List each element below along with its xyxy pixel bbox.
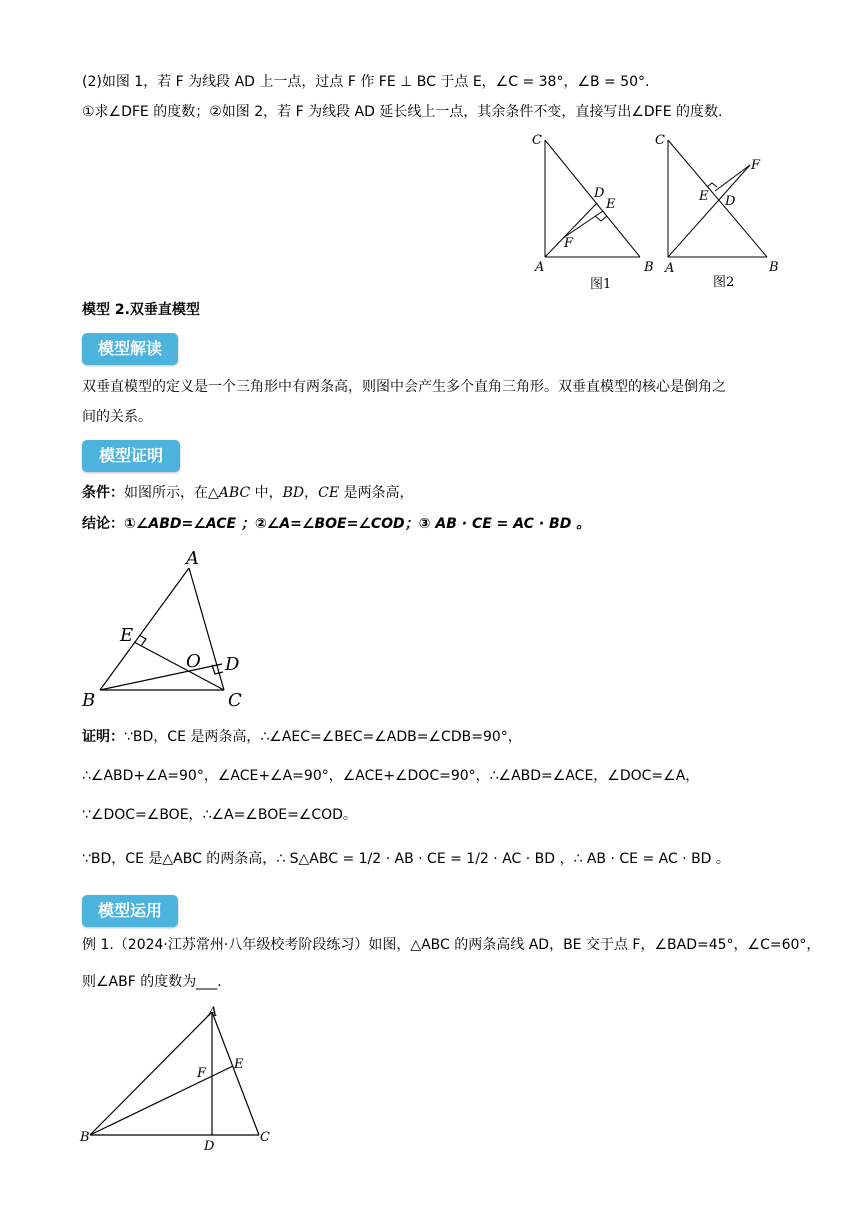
proof-line3: ∵∠DOC=∠BOE，∴∠A=∠BOE=∠COD。 — [82, 807, 357, 823]
fig1-right-angle-mark — [595, 216, 607, 221]
fig1-label-a: A — [535, 260, 545, 275]
double-perpendicular-figure — [76, 540, 256, 715]
ex-label-e: E — [234, 1057, 244, 1072]
fig2-label-f: F — [751, 158, 761, 173]
fig-label-e: E — [120, 625, 134, 646]
fig1-caption: 图1 — [590, 277, 612, 292]
fig1-label-e: E — [606, 197, 616, 212]
condition-text — [82, 483, 414, 503]
ex-label-c: C — [260, 1130, 270, 1145]
conclusion-label: 结论： — [82, 516, 124, 532]
fig-label-o: O — [186, 651, 201, 672]
fig-label-a: A — [186, 548, 199, 569]
fig2-label-c: C — [655, 133, 665, 148]
fig2-seg-af — [668, 165, 750, 257]
proof-line2: ∴∠ABD+∠A=90°，∠ACE+∠A=90°，∠ACE+∠DOC=90°，∴∠ABD=∠ACE，∠DOC=∠A， — [82, 768, 700, 784]
example1-line2: 则∠ABF 的度数为___. — [82, 974, 222, 990]
fig2-label-a: A — [665, 261, 675, 276]
fig2-label-d: D — [725, 194, 736, 209]
problem2-line1: (2)如图 1，若 F 为线段 AD 上一点，过点 F 作 FE ⊥ BC 于点 E，∠C = 38°，∠B = 50°. — [82, 74, 650, 90]
badge-model-application: 模型运用 — [82, 895, 178, 927]
right-angle-mark-e — [139, 635, 146, 646]
seg-bd — [100, 664, 222, 690]
ex-seg-ab — [90, 1012, 212, 1135]
problem2-line2: ①求∠DFE 的度数；②如图 2，若 F 为线段 AD 延长线上一点，其余条件不变，直接写出∠DFE 的度数. — [82, 104, 723, 120]
example1-figure — [76, 1000, 276, 1160]
fig2-label-b: B — [769, 260, 779, 275]
seg-ab — [100, 568, 189, 690]
fig2-label-e: E — [699, 189, 709, 204]
fig1-label-f: F — [564, 236, 574, 251]
fig1-label-c: C — [532, 133, 542, 148]
proof-label: 证明： — [82, 729, 124, 745]
fig-label-c: C — [228, 690, 242, 711]
interpret-line1: 双垂直模型的定义是一个三角形中有两条高，则图中会产生多个直角三角形。双垂直模型的核心是倒角之 — [82, 379, 726, 395]
condition-body: 如图所示，在△ABC 中，BD，CE 是两条高， — [124, 485, 414, 501]
proof-line4: ∵BD，CE 是△ABC 的两条高，∴ S△ABC = 1/2 · AB · CE = 1/2 · AC · BD ，∴ AB · CE = AC · BD 。 — [82, 851, 730, 867]
fig2-caption: 图2 — [713, 275, 735, 290]
badge-model-proof: 模型证明 — [82, 440, 180, 472]
fig2-right-angle-mark — [707, 183, 717, 187]
fig2-seg-fe — [715, 165, 750, 191]
ex-label-f: F — [197, 1066, 207, 1081]
example1-line1: 例 1.（2024·江苏常州·八年级校考阶段练习）如图，△ABC 的两条高线 AD，BE 交于点 F，∠BAD=45°，∠C=60°， — [82, 937, 821, 953]
interpret-line2: 间的关系。 — [82, 409, 152, 425]
condition-label: 条件： — [82, 485, 124, 501]
conclusion-body: ①∠ABD=∠ACE ；②∠A=∠BOE=∠COD；③ AB · CE = AC · BD 。 — [124, 516, 591, 532]
proof-line1 — [82, 727, 522, 747]
conclusion-text — [82, 514, 590, 534]
ex-label-b: B — [80, 1130, 90, 1145]
ex-seg-ac — [212, 1012, 259, 1135]
fig1-seg-fe — [563, 211, 603, 238]
proof-line1-text: ∵BD，CE 是两条高，∴∠AEC=∠BEC=∠ADB=∠CDB=90°， — [124, 729, 522, 745]
ex-label-d: D — [204, 1139, 215, 1154]
fig1-label-d: D — [594, 186, 605, 201]
figure-2 — [645, 125, 795, 295]
fig-label-b: B — [82, 690, 96, 711]
ex-label-a: A — [208, 1005, 218, 1020]
fig-label-d: D — [225, 654, 240, 675]
model2-heading: 模型 2.双垂直模型 — [82, 302, 200, 318]
fig1-label-b: B — [644, 260, 654, 275]
fig1-seg-cb — [545, 140, 640, 257]
badge-model-interpret: 模型解读 — [82, 333, 178, 365]
